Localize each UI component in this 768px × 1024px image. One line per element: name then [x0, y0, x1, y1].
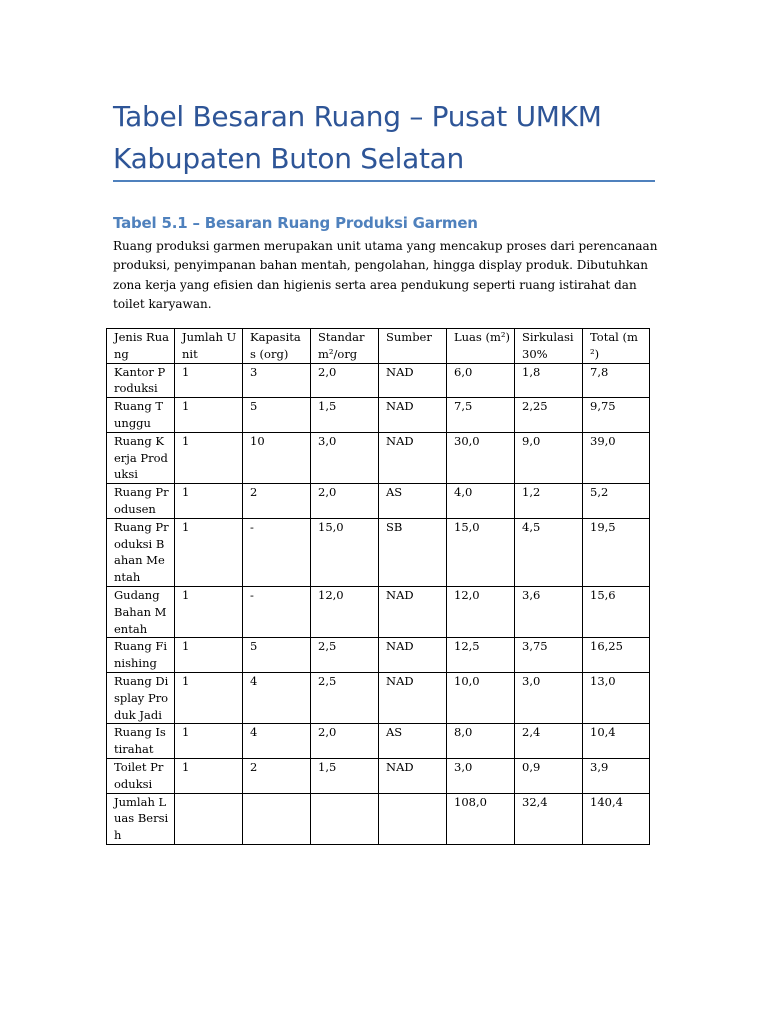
cell-jumlah: 1: [175, 484, 243, 519]
cell-kapasitas: 5: [243, 398, 311, 433]
cell-standar: 3,0: [311, 432, 379, 483]
cell-jenis: Ruang Produksi Bahan Mentah: [107, 518, 175, 586]
table-row: [107, 638, 650, 673]
cell-standar: 2,0: [311, 724, 379, 759]
table-row: [107, 672, 650, 723]
header-kapasitas: Kapasitas (org): [243, 329, 311, 364]
room-size-table: [106, 328, 650, 845]
cell-kapasitas: 4: [243, 724, 311, 759]
cell-standar: 1,5: [311, 398, 379, 433]
header-jenis-ruang: Jenis Ruang: [107, 329, 175, 364]
document-title: Tabel Besaran Ruang – Pusat UMKM Kabupaten Buton Selatan: [113, 100, 602, 175]
cell-total: 39,0: [583, 432, 650, 483]
cell-sirkulasi: 2,25: [515, 398, 583, 433]
cell-jumlah: 1: [175, 724, 243, 759]
cell-sirkulasi: 4,5: [515, 518, 583, 586]
cell-luas: 7,5: [447, 398, 515, 433]
cell-jumlah: 1: [175, 758, 243, 793]
header-standar: Standar m²/org: [311, 329, 379, 364]
cell-jenis: Toilet Produksi: [107, 758, 175, 793]
cell-sumber: AS: [379, 484, 447, 519]
cell-jenis: Ruang Finishing: [107, 638, 175, 673]
cell-standar: 12,0: [311, 586, 379, 637]
cell-sumber: NAD: [379, 586, 447, 637]
cell-total: 10,4: [583, 724, 650, 759]
cell-jumlah: 1: [175, 518, 243, 586]
cell-luas: 12,0: [447, 586, 515, 637]
cell-jenis: Ruang Tunggu: [107, 398, 175, 433]
table-row: [107, 484, 650, 519]
cell-luas: 15,0: [447, 518, 515, 586]
cell-luas: 12,5: [447, 638, 515, 673]
cell-kapasitas: 10: [243, 432, 311, 483]
cell-standar: 1,5: [311, 758, 379, 793]
cell-sumber: NAD: [379, 432, 447, 483]
cell-jenis: Ruang Produsen: [107, 484, 175, 519]
table-total-row: [107, 793, 650, 844]
cell-total: 16,25: [583, 638, 650, 673]
cell-standar: 2,5: [311, 672, 379, 723]
cell-luas: 10,0: [447, 672, 515, 723]
table-row: [107, 724, 650, 759]
cell-sirkulasi: 0,9: [515, 758, 583, 793]
cell-sumber: NAD: [379, 638, 447, 673]
cell-kapasitas: 2: [243, 484, 311, 519]
cell-total: 7,8: [583, 363, 650, 398]
cell-sumber: NAD: [379, 758, 447, 793]
total-cell-total: 140,4: [583, 793, 650, 844]
cell-total: 19,5: [583, 518, 650, 586]
cell-jenis: Ruang Istirahat: [107, 724, 175, 759]
cell-jenis: Ruang Kerja Produksi: [107, 432, 175, 483]
cell-kapasitas: -: [243, 586, 311, 637]
cell-sirkulasi: 3,0: [515, 672, 583, 723]
total-cell-jenis: Jumlah Luas Bersih: [107, 793, 175, 844]
title-divider: [113, 180, 655, 182]
header-jumlah-unit: Jumlah Unit: [175, 329, 243, 364]
cell-luas: 6,0: [447, 363, 515, 398]
cell-kapasitas: -: [243, 518, 311, 586]
cell-sirkulasi: 2,4: [515, 724, 583, 759]
cell-jenis: Kantor Produksi: [107, 363, 175, 398]
cell-luas: 30,0: [447, 432, 515, 483]
cell-sumber: NAD: [379, 672, 447, 723]
cell-jumlah: 1: [175, 672, 243, 723]
intro-paragraph: Ruang produksi garmen merupakan unit utama yang mencakup proses dari perencanaan produksi, penyimpanan bahan mentah, pengolahan, hingga display produk. Dibutuhkan zona kerja yang efisien dan higienis serta area pendukung seperti ruang istirahat dan toilet karyawan.: [113, 239, 658, 312]
cell-kapasitas: 5: [243, 638, 311, 673]
cell-total: 15,6: [583, 586, 650, 637]
cell-jenis: Gudang Bahan Mentah: [107, 586, 175, 637]
cell-sirkulasi: 3,6: [515, 586, 583, 637]
cell-total: 13,0: [583, 672, 650, 723]
header-luas: Luas (m²): [447, 329, 515, 364]
cell-total: 5,2: [583, 484, 650, 519]
header-total: Total (m²): [583, 329, 650, 364]
cell-sumber: NAD: [379, 398, 447, 433]
table-row: [107, 586, 650, 637]
header-sirkulasi: Sirkulasi 30%: [515, 329, 583, 364]
cell-total: 9,75: [583, 398, 650, 433]
cell-jumlah: 1: [175, 586, 243, 637]
total-cell-kapasitas: [243, 793, 311, 844]
cell-jumlah: 1: [175, 638, 243, 673]
cell-luas: 4,0: [447, 484, 515, 519]
cell-kapasitas: 4: [243, 672, 311, 723]
cell-jumlah: 1: [175, 398, 243, 433]
cell-standar: 2,0: [311, 484, 379, 519]
total-cell-sirkulasi: 32,4: [515, 793, 583, 844]
table-row: [107, 518, 650, 586]
cell-sirkulasi: 3,75: [515, 638, 583, 673]
cell-luas: 3,0: [447, 758, 515, 793]
header-sumber: Sumber: [379, 329, 447, 364]
cell-jumlah: 1: [175, 432, 243, 483]
cell-sirkulasi: 1,8: [515, 363, 583, 398]
cell-standar: 2,0: [311, 363, 379, 398]
table-row: [107, 363, 650, 398]
total-cell-jumlah: [175, 793, 243, 844]
cell-standar: 15,0: [311, 518, 379, 586]
cell-standar: 2,5: [311, 638, 379, 673]
cell-luas: 8,0: [447, 724, 515, 759]
total-cell-sumber: [379, 793, 447, 844]
cell-jenis: Ruang Display Produk Jadi: [107, 672, 175, 723]
table-row: [107, 398, 650, 433]
table-row: [107, 432, 650, 483]
section-heading: Tabel 5.1 – Besaran Ruang Produksi Garmen: [113, 214, 478, 232]
cell-jumlah: 1: [175, 363, 243, 398]
cell-kapasitas: 2: [243, 758, 311, 793]
cell-sumber: NAD: [379, 363, 447, 398]
table-header-row: [107, 329, 650, 364]
table-row: [107, 758, 650, 793]
cell-sirkulasi: 9,0: [515, 432, 583, 483]
cell-kapasitas: 3: [243, 363, 311, 398]
total-cell-standar: [311, 793, 379, 844]
cell-total: 3,9: [583, 758, 650, 793]
cell-sumber: AS: [379, 724, 447, 759]
cell-sumber: SB: [379, 518, 447, 586]
cell-sirkulasi: 1,2: [515, 484, 583, 519]
total-cell-luas: 108,0: [447, 793, 515, 844]
